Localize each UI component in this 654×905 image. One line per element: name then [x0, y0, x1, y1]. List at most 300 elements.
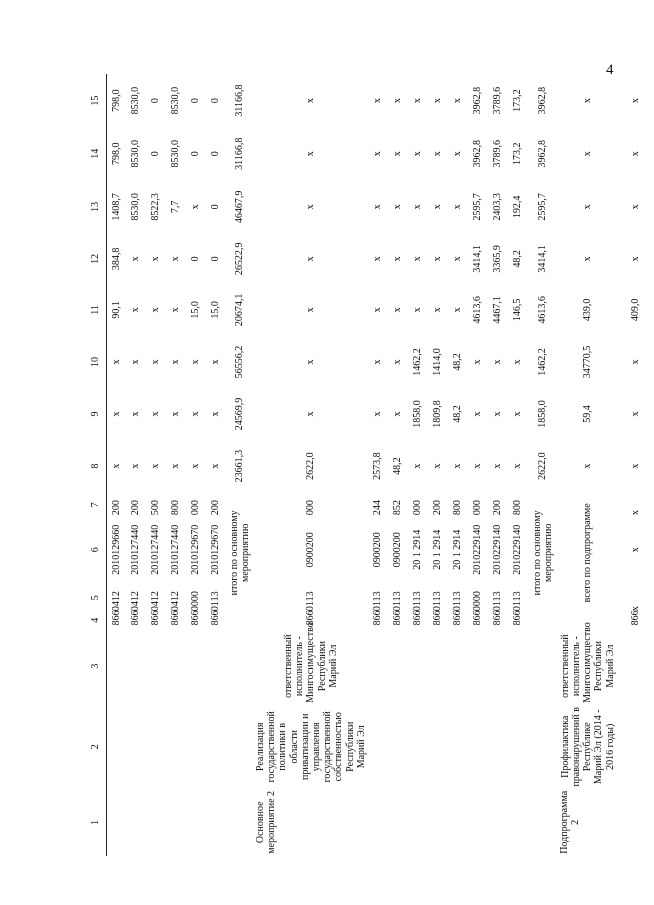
table-cell — [226, 789, 254, 856]
table-row — [618, 74, 654, 856]
table-row — [488, 74, 508, 856]
table-cell: x — [492, 359, 504, 365]
table-cell: 4613,6 — [537, 296, 549, 324]
table-cell — [368, 627, 388, 705]
table-cell: 3789,6 — [492, 140, 504, 168]
table-cell: 2622,0 — [305, 452, 317, 480]
table-cell: 3962,8 — [537, 140, 549, 168]
table-cell: 866 — [210, 610, 222, 626]
table-row — [206, 74, 226, 856]
table-cell: 1414,0 — [432, 348, 444, 376]
table-cell: 0900200 — [372, 532, 384, 568]
table-cell: 2595,7 — [537, 193, 549, 221]
column-header: 6 — [86, 517, 106, 582]
table-cell: x — [492, 463, 504, 469]
table-cell: 1858,0 — [412, 400, 424, 428]
column-header: 5 — [86, 582, 106, 613]
table-cell: x — [630, 256, 642, 262]
table-cell: x — [170, 463, 182, 469]
table-cell: 2010229140 — [492, 524, 504, 575]
table-cell — [106, 705, 126, 789]
table-cell — [488, 705, 508, 789]
table-row — [428, 74, 448, 856]
table-cell: x — [392, 98, 404, 104]
table-cell: x — [432, 307, 444, 313]
column-header: 7 — [86, 493, 106, 518]
table-cell: 866 — [372, 610, 384, 626]
table-cell: 8530,0 — [130, 193, 142, 221]
table-cell — [428, 705, 448, 789]
table-cell: 173,2 — [512, 142, 524, 165]
table-cell: x — [372, 98, 384, 104]
table-cell: 0113 — [432, 591, 444, 612]
table-cell: x — [412, 98, 424, 104]
table-cell: 48,2 — [512, 250, 524, 268]
table-cell: x — [210, 411, 222, 417]
table-cell — [166, 705, 186, 789]
table-cell — [468, 627, 488, 705]
table-cell: 3962,8 — [472, 86, 484, 115]
table-cell: 3962,8 — [472, 140, 484, 168]
table-cell: 800 — [452, 500, 464, 516]
column-header: 2 — [86, 705, 106, 789]
table-row — [388, 74, 408, 856]
table-cell: x — [512, 411, 524, 417]
table-cell: 2595,7 — [472, 193, 484, 221]
table-cell — [618, 705, 654, 789]
table-cell: x — [432, 463, 444, 469]
table-cell: 2403,3 — [492, 193, 504, 221]
table-cell: 0 — [150, 151, 162, 157]
table-cell: 0113 — [412, 591, 424, 612]
table-cell: 0113 — [210, 591, 222, 612]
table-cell: 000 — [472, 500, 484, 516]
table-cell: x — [582, 256, 594, 262]
table-cell: x — [305, 151, 317, 157]
table-cell — [146, 627, 166, 705]
column-header: 1 — [86, 789, 106, 856]
table-cell: 798,0 — [110, 89, 122, 112]
table-cell: 2010229140 — [512, 524, 524, 575]
table-cell: 48,2 — [452, 353, 464, 371]
table-cell — [618, 627, 654, 705]
table-cell: 0113 — [512, 591, 524, 612]
rotated-table-container — [86, 74, 642, 856]
column-header: 15 — [86, 74, 106, 127]
table-cell: x — [372, 307, 384, 313]
table-row — [368, 74, 388, 856]
table-cell: 1462,2 — [412, 348, 424, 376]
table-cell — [126, 705, 146, 789]
table-cell: x — [170, 307, 182, 313]
table-cell: x — [582, 98, 594, 104]
table-cell: x — [190, 411, 202, 417]
table-cell: x — [432, 151, 444, 157]
table-cell: x — [412, 151, 424, 157]
table-cell: 4613,6 — [472, 296, 484, 324]
table-cell: x — [372, 256, 384, 262]
table-cell: 23661,3 — [234, 449, 246, 483]
table-cell: x — [150, 411, 162, 417]
table-cell: x — [190, 463, 202, 469]
table-cell: x — [630, 151, 642, 157]
table-cell — [528, 613, 558, 627]
table-cell: 500 — [150, 500, 162, 516]
table-cell: x — [412, 463, 424, 469]
table-cell: x — [630, 359, 642, 365]
table-cell: 409,0 — [630, 298, 642, 322]
table-cell: 0 — [210, 256, 222, 262]
table-cell: 866 — [150, 610, 162, 626]
column-header: 10 — [86, 335, 106, 388]
table-cell: 3789,6 — [492, 86, 504, 115]
table-cell — [206, 789, 226, 856]
table-cell — [388, 627, 408, 705]
table-cell: 3414,1 — [472, 245, 484, 273]
table-cell: 866 — [630, 610, 642, 626]
table-cell: 192,4 — [512, 195, 524, 219]
table-cell: 200 — [432, 500, 444, 516]
table-cell: 866 — [110, 610, 122, 626]
table-cell: 2010129670 — [210, 524, 222, 575]
table-cell: 244 — [372, 500, 384, 516]
table-cell: 8530,0 — [170, 86, 182, 115]
table-cell: 800 — [170, 500, 182, 516]
table-cell: 15,0 — [210, 301, 222, 319]
table-cell: x — [130, 463, 142, 469]
table-cell: x — [472, 359, 484, 365]
table-cell: x — [130, 359, 142, 365]
table-cell: итого по основному мероприятию — [228, 510, 251, 596]
table-cell: 866 — [130, 610, 142, 626]
table-cell — [448, 789, 468, 856]
table-cell — [488, 627, 508, 705]
table-row — [186, 74, 206, 856]
header-row — [86, 74, 106, 856]
table-cell: 20674,1 — [234, 293, 246, 327]
table-cell: 173,2 — [512, 89, 524, 112]
table-cell: x — [372, 411, 384, 417]
table-cell: x — [170, 359, 182, 365]
table-cell — [186, 627, 206, 705]
table-cell — [106, 789, 126, 856]
table-cell: 48,2 — [452, 405, 464, 423]
table-cell: всего по подпрограмме — [582, 503, 594, 603]
table-cell: 56556,2 — [234, 345, 246, 379]
column-header: 11 — [86, 284, 106, 335]
table-cell — [428, 627, 448, 705]
table-cell: 46467,9 — [234, 190, 246, 224]
table-cell: 8530,0 — [170, 140, 182, 168]
table-cell: x — [130, 411, 142, 417]
table-cell: 2010129670 — [190, 524, 202, 575]
table-cell: x — [392, 411, 404, 417]
table-cell: x — [630, 547, 642, 553]
table-cell: x — [372, 151, 384, 157]
table-cell — [226, 627, 254, 705]
table-row — [468, 74, 488, 856]
table-cell: 0000 — [472, 591, 484, 612]
table-cell: x — [392, 359, 404, 365]
table-cell — [508, 789, 528, 856]
table-cell: x — [150, 307, 162, 313]
table-cell: 2010127440 — [170, 524, 182, 575]
table-cell: x — [582, 151, 594, 157]
table-cell: 866 — [472, 610, 484, 626]
table-cell: x — [305, 204, 317, 210]
table-cell — [408, 705, 428, 789]
table-cell: 200 — [110, 500, 122, 516]
table-row — [408, 74, 428, 856]
table-cell: x — [472, 411, 484, 417]
table-cell: Основное мероприятие 2 — [255, 790, 278, 854]
table-cell: 20 1 2914 — [452, 529, 464, 570]
table-cell: x — [630, 411, 642, 417]
table-cell — [488, 789, 508, 856]
table-cell — [528, 789, 558, 856]
table-cell — [166, 627, 186, 705]
table-body — [86, 74, 654, 856]
table-cell: x — [630, 463, 642, 469]
table-cell: x — [512, 359, 524, 365]
table-cell: x — [170, 256, 182, 262]
table-cell: x — [372, 359, 384, 365]
table-cell — [528, 627, 558, 705]
table-cell — [468, 789, 488, 856]
column-header: 12 — [86, 233, 106, 284]
table-cell: 2010229140 — [472, 524, 484, 575]
table-cell: 34770,5 — [582, 345, 594, 379]
table-cell: x — [392, 151, 404, 157]
table-cell: x — [452, 98, 464, 104]
table-cell: 0113 — [372, 591, 384, 612]
table-cell: x — [452, 151, 464, 157]
table-cell: x — [582, 204, 594, 210]
table-cell: x — [372, 204, 384, 210]
table-cell: 866 — [170, 610, 182, 626]
table-cell: 866 — [392, 610, 404, 626]
table-cell: 3414,1 — [537, 245, 549, 273]
table-cell: 3365,9 — [492, 245, 504, 273]
table-cell — [528, 705, 558, 789]
table-cell: x — [392, 307, 404, 313]
table-cell: x — [582, 463, 594, 469]
table-cell: 1408,7 — [110, 193, 122, 221]
table-cell: 866 — [412, 610, 424, 626]
table-cell: x — [210, 359, 222, 365]
table-cell: x — [630, 98, 642, 104]
table-cell: 2573,8 — [372, 452, 384, 480]
table-cell: x — [432, 204, 444, 210]
table-cell — [206, 627, 226, 705]
column-header: 14 — [86, 127, 106, 180]
table-cell — [428, 789, 448, 856]
table-cell: 439,0 — [582, 298, 594, 322]
table-cell: x — [190, 359, 202, 365]
table-cell: x — [150, 463, 162, 469]
table-cell: 0 — [150, 98, 162, 104]
table-cell: 26522,9 — [234, 242, 246, 276]
table-cell: x — [190, 204, 202, 210]
table-cell — [146, 789, 166, 856]
table-cell — [508, 627, 528, 705]
table-cell — [618, 789, 654, 856]
table-row — [558, 74, 618, 856]
table-cell — [146, 705, 166, 789]
table-row — [226, 74, 254, 856]
table-cell: x — [110, 463, 122, 469]
table-cell: x — [492, 411, 504, 417]
table-cell: 2010127440 — [130, 524, 142, 575]
table-cell: x — [305, 256, 317, 262]
table-cell: 0412 — [150, 591, 162, 612]
table-row — [146, 74, 166, 856]
table-cell: x — [305, 307, 317, 313]
table-cell: 0412 — [130, 591, 142, 612]
table-cell: 24569,9 — [234, 397, 246, 431]
table-cell: x — [452, 204, 464, 210]
table-cell — [468, 705, 488, 789]
table-cell: 3962,8 — [537, 86, 549, 115]
table-cell — [408, 627, 428, 705]
table-cell — [226, 705, 254, 789]
table-cell: x — [392, 204, 404, 210]
table-cell: 000 — [305, 500, 317, 516]
table-cell: 0 — [210, 98, 222, 104]
table-cell: Подпрограмма 2 — [558, 790, 582, 854]
table-cell: 0113 — [452, 591, 464, 612]
table-cell: 2622,0 — [537, 452, 549, 480]
table-cell — [368, 789, 388, 856]
table-cell: 1809,8 — [432, 400, 444, 428]
table-cell: x — [110, 411, 122, 417]
table-cell: 59,4 — [582, 405, 594, 423]
table-cell: 000 — [190, 500, 202, 516]
table-cell — [126, 627, 146, 705]
table-cell — [388, 789, 408, 856]
table-cell: 384,8 — [110, 247, 122, 271]
table-row — [166, 74, 186, 856]
table-cell — [186, 705, 206, 789]
table-cell: Реализация государственной политики в области приватизации и управления государственной собственностью Республики Марий Эл — [255, 711, 367, 783]
table-cell: 1858,0 — [537, 400, 549, 428]
table-cell: 15,0 — [190, 301, 202, 319]
table-cell — [388, 705, 408, 789]
table-cell: 0 — [190, 98, 202, 104]
table-cell: 200 — [492, 500, 504, 516]
table-cell — [226, 613, 254, 627]
table-cell — [166, 789, 186, 856]
table-cell: 866 — [492, 610, 504, 626]
table-cell: x — [305, 411, 317, 417]
table-cell: 866 — [432, 610, 444, 626]
table-cell — [508, 705, 528, 789]
table-cell: x — [305, 359, 317, 365]
table-cell: 866 — [190, 610, 202, 626]
page-number: 4 — [606, 62, 614, 78]
table-cell: x — [630, 204, 642, 210]
table-cell: x — [452, 256, 464, 262]
table-cell: 0 — [210, 204, 222, 210]
table-cell — [448, 627, 468, 705]
table-cell: 1462,2 — [537, 348, 549, 376]
table-cell: x — [110, 359, 122, 365]
table-cell: 866 — [512, 610, 524, 626]
table-cell: x — [210, 463, 222, 469]
table-cell: x — [130, 307, 142, 313]
column-header: 8 — [86, 440, 106, 493]
table-cell: 200 — [210, 500, 222, 516]
table-cell: 000 — [412, 500, 424, 516]
table-cell: 31166,8 — [234, 84, 246, 117]
table-row — [448, 74, 468, 856]
table-cell: ответственный исполнитель - Мингосимущество Республики Марий Эл — [559, 622, 616, 703]
column-header: 9 — [86, 389, 106, 440]
table-cell: x — [452, 463, 464, 469]
table-cell: x — [630, 606, 642, 612]
table-cell: x — [630, 510, 642, 516]
table-cell: x — [412, 307, 424, 313]
table-cell — [206, 705, 226, 789]
table-cell: 0 — [210, 151, 222, 157]
table-row — [254, 74, 368, 856]
column-header: 3 — [86, 627, 106, 705]
table-cell: x — [412, 256, 424, 262]
table-cell: x — [412, 204, 424, 210]
table-cell: x — [472, 463, 484, 469]
table-cell: x — [150, 256, 162, 262]
budget-table — [86, 74, 654, 856]
table-cell: 8522,3 — [150, 193, 162, 221]
table-cell: x — [150, 359, 162, 365]
table-cell: x — [170, 411, 182, 417]
column-header: 13 — [86, 180, 106, 233]
table-cell: 852 — [392, 500, 404, 516]
table-cell: x — [130, 256, 142, 262]
table-cell: 0412 — [170, 591, 182, 612]
table-row — [106, 74, 126, 856]
table-cell: 31166,8 — [234, 137, 246, 170]
table-cell: x — [512, 463, 524, 469]
table-cell: 0 — [190, 256, 202, 262]
table-cell — [126, 789, 146, 856]
table-row — [508, 74, 528, 856]
column-header: 4 — [86, 613, 106, 627]
table-cell: 8530,0 — [130, 140, 142, 168]
table-cell: 7,7 — [170, 200, 182, 214]
table-cell — [408, 789, 428, 856]
table-cell: 146,5 — [512, 298, 524, 322]
table-cell: 20 1 2914 — [412, 529, 424, 570]
table-cell: 2010129660 — [110, 524, 122, 575]
table-cell — [368, 705, 388, 789]
table-cell: 0 — [190, 151, 202, 157]
table-cell — [186, 789, 206, 856]
table-cell: 8530,0 — [130, 86, 142, 115]
table-cell: ответственный исполнитель - Мингосимущество Республики Марий Эл — [282, 622, 339, 703]
table-cell: 0113 — [392, 591, 404, 612]
table-cell: x — [452, 307, 464, 313]
table-cell: 20 1 2914 — [432, 529, 444, 570]
table-cell: 0000 — [190, 591, 202, 612]
table-cell — [106, 627, 126, 705]
table-cell: 798,0 — [110, 142, 122, 165]
table-row — [528, 74, 558, 856]
table-cell: x — [305, 98, 317, 104]
table-row — [126, 74, 146, 856]
table-cell: 4467,1 — [492, 296, 504, 324]
table-cell: 0412 — [110, 591, 122, 612]
